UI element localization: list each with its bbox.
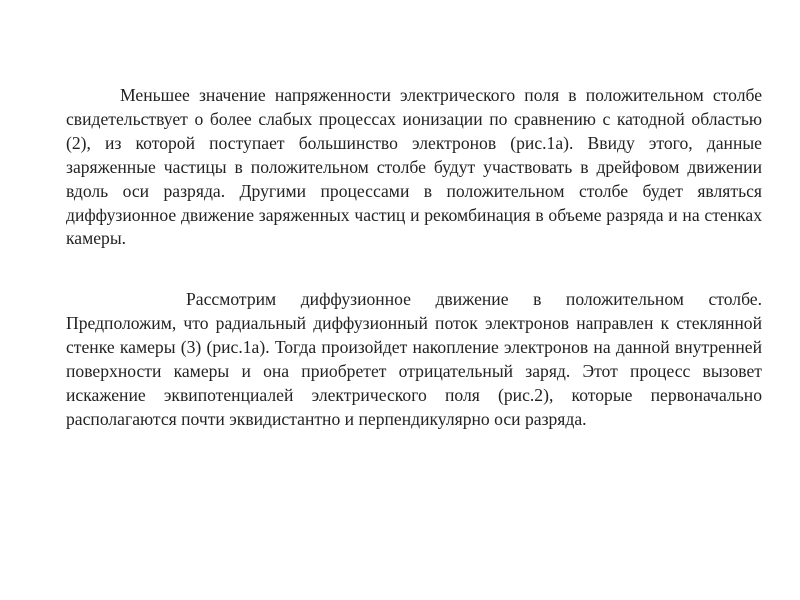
paragraph-electric-field: Меньшее значение напряженности электрического поля в положительном столбе свидетельствует о более слабых процессах ионизации по сравнению с катодной областью (2), из которой поступает большинство электронов (рис.1а). Ввиду этого, данные заряженные частицы в положительном столбе будут участвовать в дрейфовом движении вдоль оси разряда. Другими процессами в положительном столбе будет являться диффузионное движение заряженных частиц и рекомбинация в объеме разряда и на стенках камеры. [66, 85, 762, 249]
paragraph-diffusion: Рассмотрим диффузионное движение в положительном столбе. Предположим, что радиальный диффузионный поток электронов направлен к стеклянной стенке камеры (3) (рис.1а). Тогда произойдет накопление электронов на данной внутренней поверхности камеры и она приобретет отрицательный заряд. Этот процесс вызовет искажение эквипотенциалей электрического поля (рис.2), которые первоначально располагаются почти эквидистантно и перпендикулярно оси разряда. [66, 289, 762, 429]
